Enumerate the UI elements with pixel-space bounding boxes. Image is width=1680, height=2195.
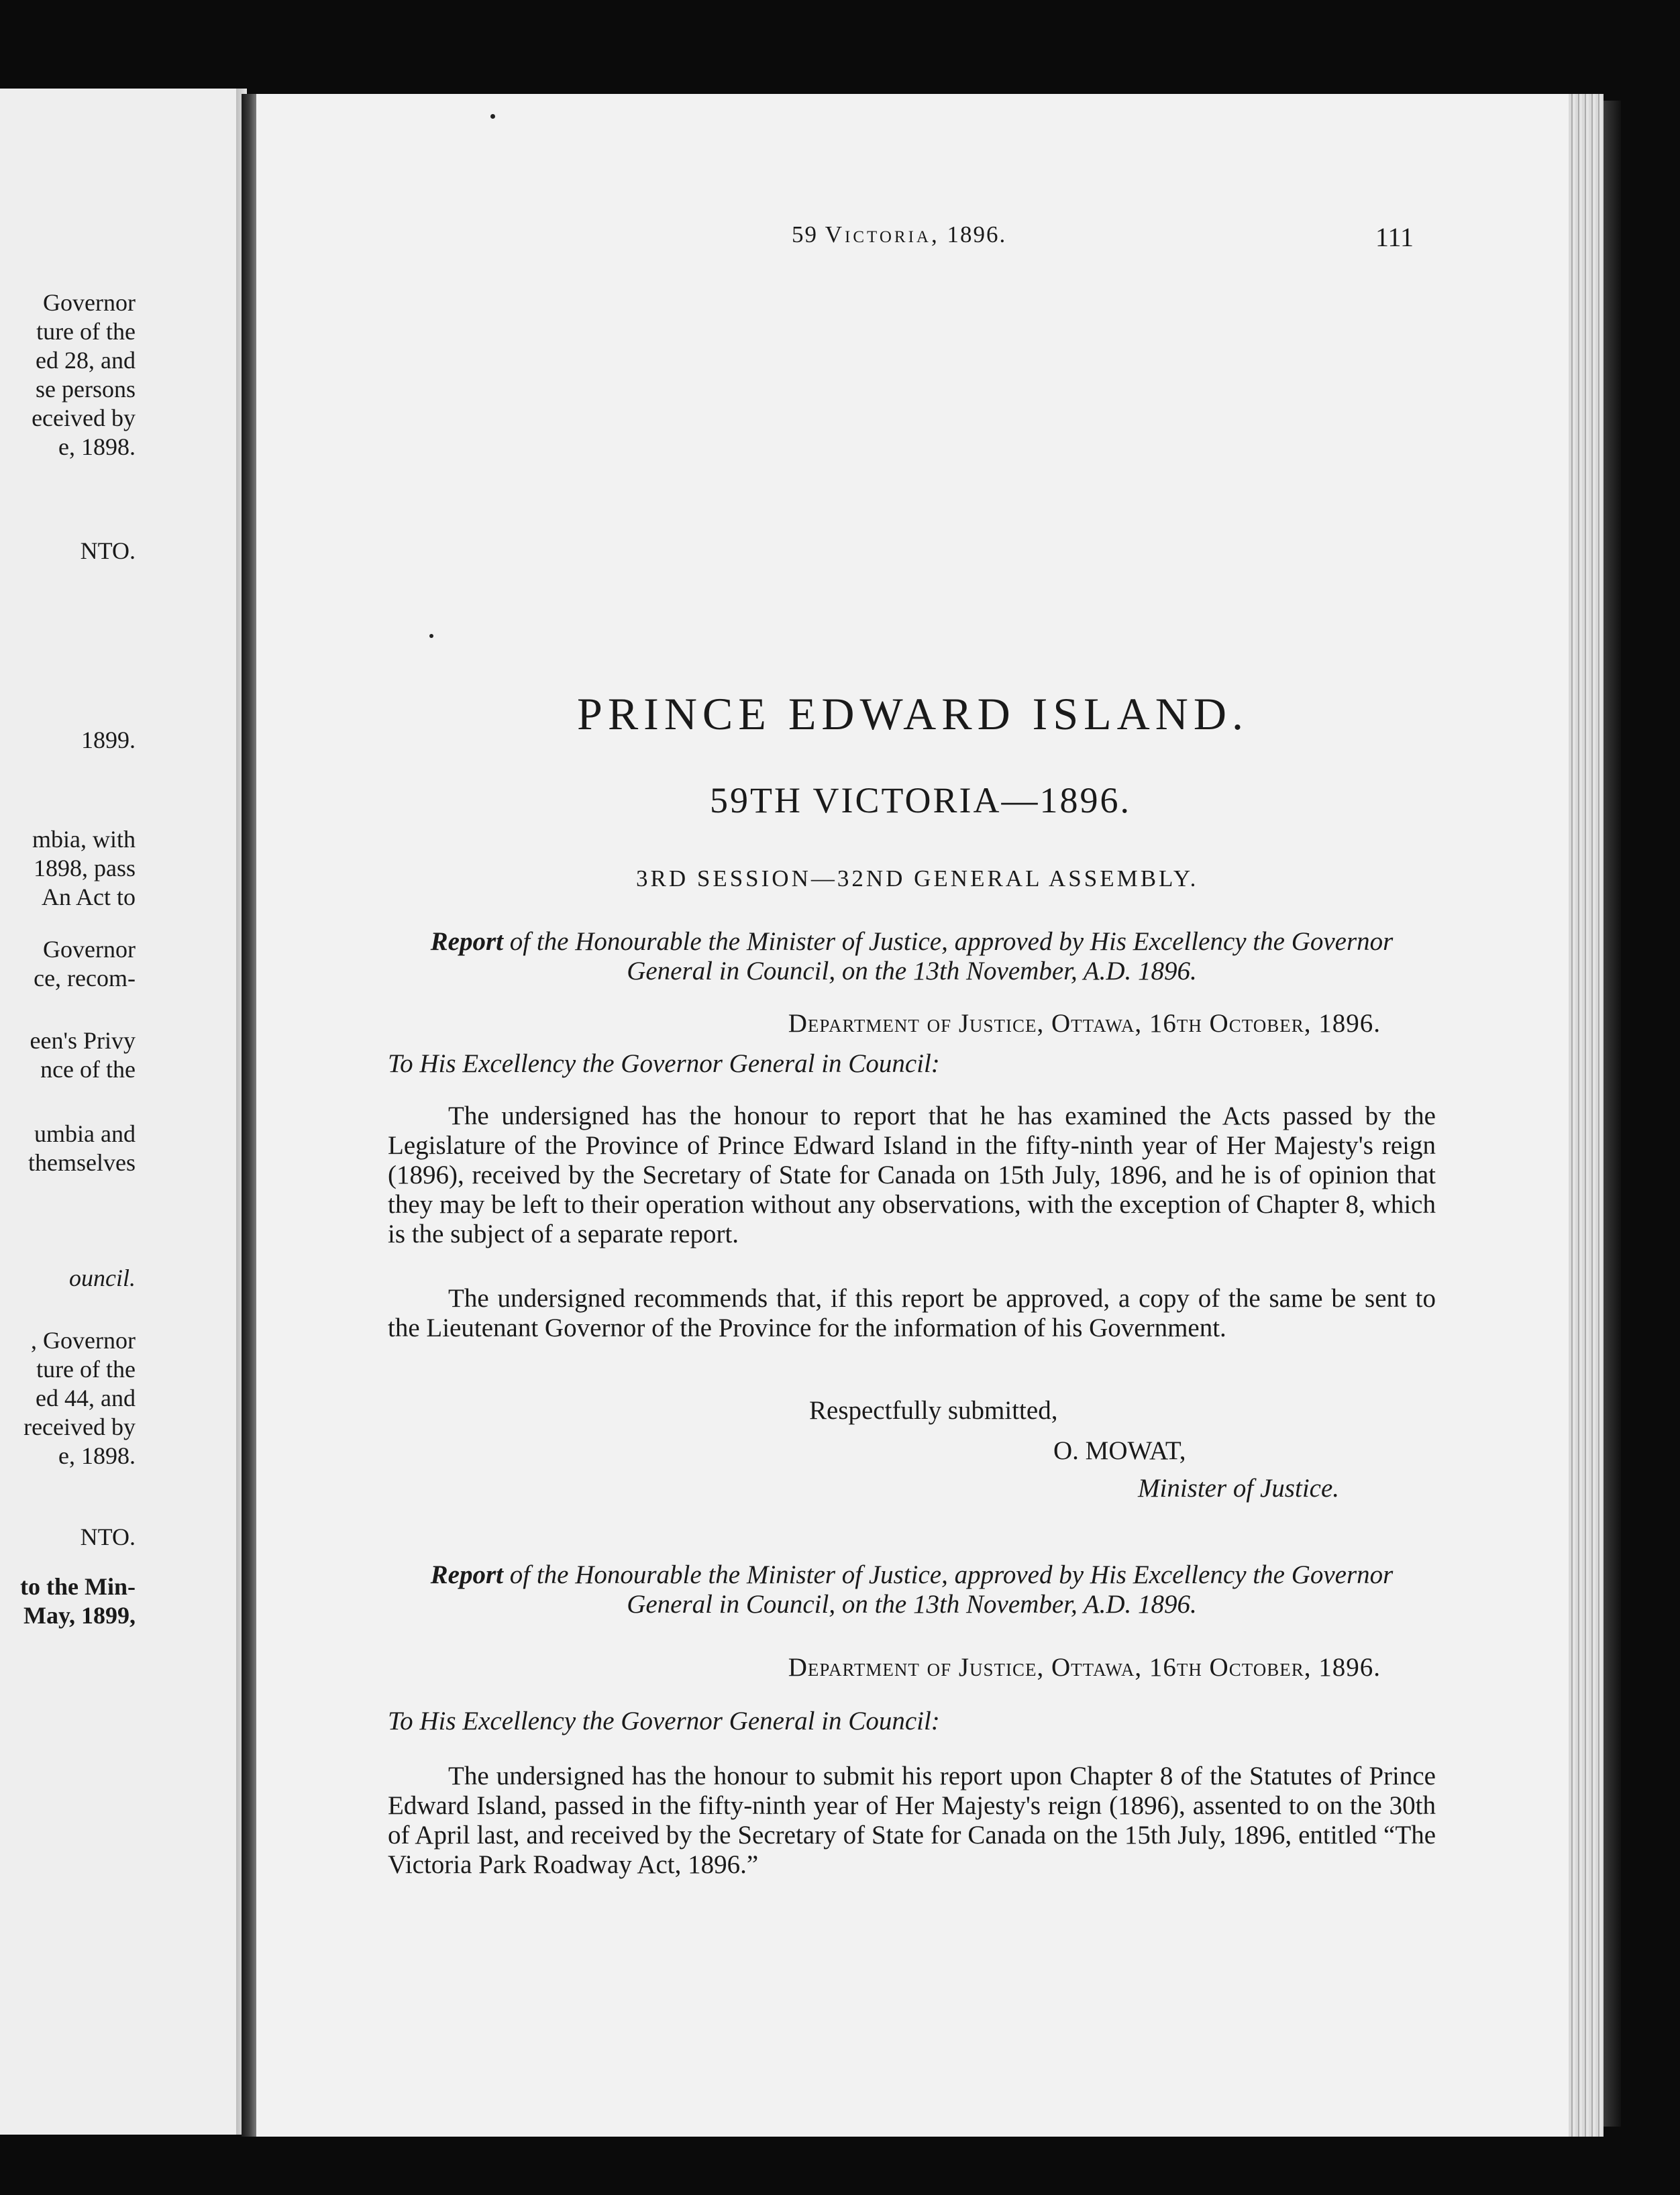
report-2-paragraph-1: The undersigned has the honour to submit his report upon Chapter 8 of the Statutes of Prince Edward Island, passed in the fifty-ninth year of Her Majesty's reign (1896), assented to on the 30th of April last, and received by the Secretary of State for Canada on the 15th July, 1896, entitled “The Victoria Park Roadway Act, 1896.” (388, 1762, 1436, 1879)
left-page-fragment: ce, recom- (34, 965, 136, 992)
left-page-fragment: received by (23, 1413, 136, 1440)
left-page-fragment: 1898, pass (34, 855, 136, 881)
report-2-heading-lead: Report (430, 1560, 503, 1589)
left-page-fragment: ed 44, and (36, 1385, 136, 1411)
page-subtitle: 59TH VICTORIA—1896. (710, 780, 1132, 820)
left-page-fragment: An Act to (42, 884, 136, 910)
left-page-fragment: ture of the (36, 318, 136, 345)
left-page-fragment: themselves (28, 1149, 136, 1176)
session-line: 3RD SESSION—32ND GENERAL ASSEMBLY. (636, 865, 1199, 892)
report-1-department-line: Department of Justice, Ottawa, 16th October, 1896. (788, 1009, 1381, 1038)
edge-shadow (1604, 101, 1621, 2127)
report-1-signatory: O. MOWAT, (1053, 1436, 1186, 1465)
left-page-fragment: 1899. (81, 727, 136, 753)
page-number: 111 (1375, 222, 1414, 252)
left-page-fragment: Governor (43, 289, 136, 316)
report-1-heading (388, 927, 1436, 986)
left-page-fragment: ouncil. (69, 1265, 136, 1291)
left-page-fragment: ture of the (36, 1356, 136, 1383)
left-page-fragment: nce of the (40, 1056, 136, 1083)
page-title: PRINCE EDWARD ISLAND. (577, 688, 1249, 739)
left-page-fragment: , Governor (31, 1327, 136, 1354)
left-page-fragment: ed 28, and (36, 347, 136, 374)
left-page-fragment: Governor (43, 936, 136, 963)
book-spine-shadow (242, 94, 256, 2137)
ink-speck (429, 634, 433, 638)
report-1-signatory-title: Minister of Justice. (1138, 1474, 1340, 1503)
left-page-fragment: mbia, with (32, 826, 136, 853)
report-1-paragraph-2: The undersigned recommends that, if this report be approved, a copy of the same be sent to the Lieutenant Governor of the Province for the information of his Government. (388, 1284, 1436, 1342)
report-1-heading-lead: Report (430, 927, 503, 956)
left-page-fragment: to the Min- (20, 1573, 136, 1600)
report-1-closing: Respectfully submitted, (809, 1396, 1058, 1425)
running-head-number: 59 (792, 221, 818, 248)
report-1-salutation: To His Excellency the Governor General in Council: (388, 1049, 940, 1078)
left-page-fragment: e, 1898. (58, 1442, 136, 1469)
report-2-heading-text: of the Honourable the Minister of Justice, approved by His Excellency the Governor General in Council, on the 13th November, A.D. 1896. (509, 1560, 1394, 1619)
running-head-year: 1896. (947, 221, 1007, 248)
page-edges (1569, 94, 1604, 2137)
report-1-paragraph-1: The undersigned has the honour to report that he has examined the Acts passed by the Legislature of the Province of Prince Edward Island in the fifty-ninth year of Her Majesty's reign (1896), received by the Secretary of State for Canada on 15th July, 1896, and he is of opinion that they may be left to their operation without any observations, with the exception of Chapter 8, which is the subject of a separate report. (388, 1102, 1436, 1248)
left-page-fragment: NTO. (80, 1523, 136, 1550)
left-page-fragment: e, 1898. (58, 433, 136, 460)
left-page-fragment: se persons (36, 376, 136, 403)
running-head-word: Victoria, (825, 221, 940, 248)
report-2-heading (388, 1560, 1436, 1619)
left-page-fragment: May, 1899, (23, 1602, 136, 1629)
left-page-fragment: een's Privy (30, 1027, 136, 1054)
report-2-salutation: To His Excellency the Governor General in Council: (388, 1707, 940, 1735)
left-page-fragment: NTO. (80, 537, 136, 564)
report-1-heading-text: of the Honourable the Minister of Justice, approved by His Excellency the Governor General in Council, on the 13th November, A.D. 1896. (509, 927, 1394, 985)
left-page-fragment: umbia and (34, 1120, 136, 1147)
running-head (792, 221, 1006, 248)
left-page (0, 89, 236, 2135)
left-page-fragment: eceived by (32, 405, 136, 431)
report-2-department-line: Department of Justice, Ottawa, 16th October, 1896. (788, 1653, 1381, 1682)
ink-speck (490, 114, 495, 119)
